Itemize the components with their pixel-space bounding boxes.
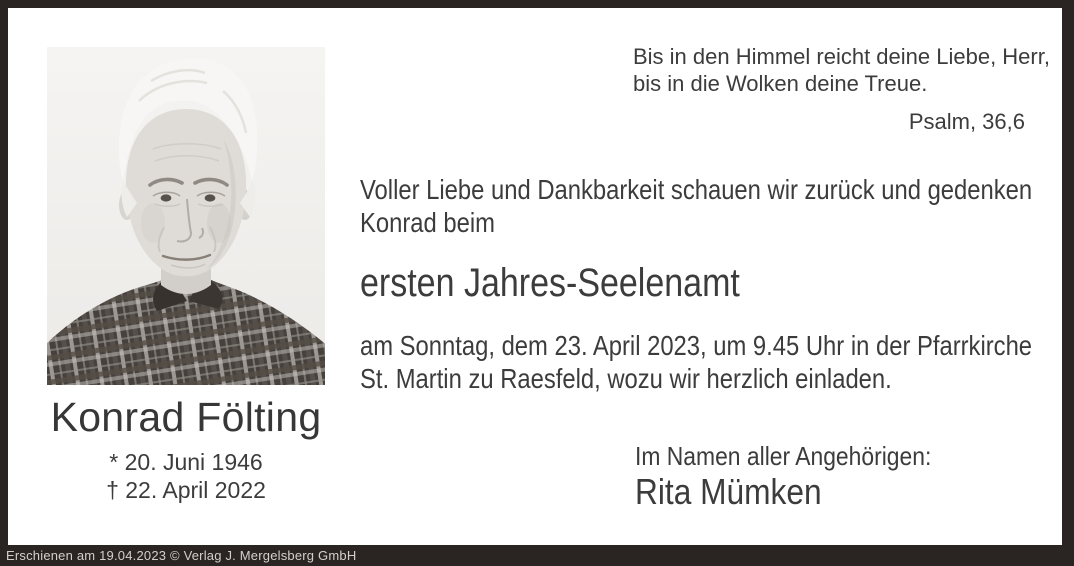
scripture-line: Bis in den Himmel reicht deine Liebe, Herr, [633, 44, 1050, 69]
mourner-name: Rita Mümken [635, 471, 822, 512]
portrait-illustration [47, 47, 325, 385]
service-heading: ersten Jahres-Seelenamt [360, 261, 740, 305]
service-details [360, 329, 1032, 395]
closing-line: Im Namen aller Angehörigen: [635, 441, 932, 471]
footer-credit: Erschienen am 19.04.2023 © Verlag J. Mergelsberg GmbH [6, 548, 357, 563]
obituary-card [8, 8, 1062, 545]
closing-block [635, 440, 931, 512]
deceased-portrait [47, 47, 325, 385]
intro-line: Konrad beim [360, 207, 495, 238]
details-line: am Sonntag, dem 23. April 2023, um 9.45 Uhr in der Pfarrkirche [360, 330, 1033, 361]
deceased-name: Konrad Fölting [50, 394, 322, 440]
details-line: St. Martin zu Raesfeld, wozu wir herzlich einladen. [360, 363, 892, 394]
scripture-line: bis in die Wolken deine Treue. [633, 71, 928, 96]
scripture-source: Psalm, 36,6 [908, 109, 1025, 134]
intro-line: Voller Liebe und Dankbarkeit schauen wir zurück und gedenken [360, 174, 1033, 205]
birth-date: * 20. Juni 1946 [109, 449, 263, 475]
scripture-quote [633, 43, 1050, 135]
life-dates [47, 448, 325, 504]
death-date: † 22. April 2022 [106, 477, 266, 503]
deceased-name-block [47, 394, 325, 440]
announcement-intro [360, 173, 1032, 239]
